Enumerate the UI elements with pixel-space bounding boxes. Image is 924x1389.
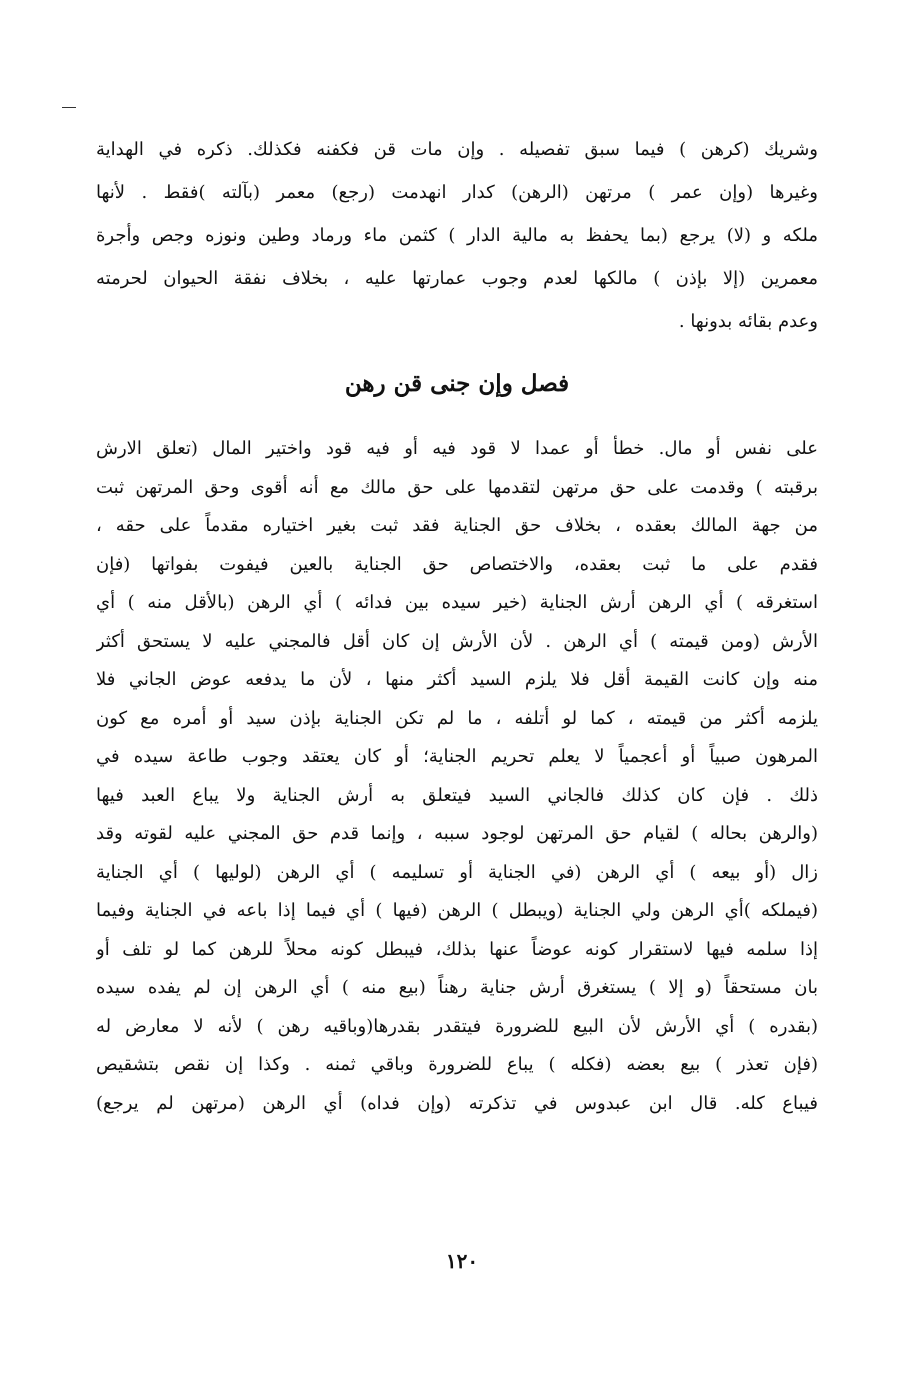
page-number: ١٢٠ bbox=[445, 1249, 479, 1273]
text-line: منه وإن كانت القيمة أقل فلا يلزم السيد أكثر منها ، لأن ما يدفعه عوض الجاني فلا bbox=[96, 669, 818, 690]
margin-mark bbox=[62, 107, 76, 108]
text-line: فقدم على ما ثبت بعقده، والاختصاص حق الجناية بالعين فيفوت بفواتها (فإن bbox=[96, 553, 818, 575]
text-line: (والرهن بحاله ) لقيام حق المرتهن لوجود سببه ، وإنما قدم حق المجني عليه لقوته وقد bbox=[96, 823, 818, 844]
text-line: وشريك (كرهن ) فيما سبق تفصيله . وإن مات قن فكفنه فكذلك. ذكره في الهداية bbox=[96, 139, 818, 160]
text-line: (فيملكه )أي الرهن ولي الجناية (ويبطل ) الرهن (فيها ) أي فيما إذا باعه في الجناية وفيما bbox=[96, 900, 818, 921]
text-line: (بقدره ) أي الأرش لأن البيع للضرورة فيتقدر بقدرها(وباقيه رهن ) لأنه لا معارض له bbox=[96, 1015, 818, 1037]
text-line: وعدم بقائه بدونها . bbox=[678, 311, 818, 332]
text-line: زال (أو بيعه ) أي الرهن (في الجناية أو تسليمه ) أي الرهن (لوليها ) أي الجناية bbox=[96, 861, 818, 883]
text-line: ذلك . فإن كان كذلك فالجاني السيد فيتعلق به أرش الجناية ولا يباع العبد فيها bbox=[96, 784, 818, 806]
text-line: معمرين (إلا بإذن ) مالكها لعدم وجوب عمارتها عليه ، بخلاف نفقة الحيوان لحرمته bbox=[96, 268, 818, 289]
text-line: يلزمه أكثر من قيمته ، كما لو أتلفه ، ما لم تكن الجناية بإذن سيد أو أمره مع كون bbox=[96, 707, 818, 729]
text-line: من جهة المالك بعقده ، بخلاف حق الجناية فقد ثبت بغير اختياره مقدماً على حقه ، bbox=[96, 515, 818, 536]
text-line: الأرش (ومن قيمته ) أي الرهن . لأن الأرش إن كان أقل فالمجني عليه لا يستحق أكثر bbox=[96, 630, 818, 652]
text-line: المرهون صبياً أو أعجمياً لا يعلم تحريم الجناية؛ أو كان يعتقد وجوب طاعة سيده في bbox=[96, 746, 818, 767]
intro-paragraph bbox=[96, 128, 818, 343]
text-line: ملكه و (لا) يرجع (بما يحفظ به مالية الدار ) كثمن ماء ورماد وطين ونوزه وجص وأجرة bbox=[96, 225, 818, 246]
text-line: برقبته ) وقدمت على حق مرتهن لتقدمها على حق مالك مع أنه أقوى وحق المرتهن ثبت bbox=[96, 476, 818, 498]
text-line: (فإن تعذر ) بيع بعضه (فكله ) يباع للضرورة وباقي ثمنه . وكذا إن نقص بتشقيص bbox=[96, 1054, 818, 1075]
text-line: إذا سلمه فيها لاستقرار كونه عوضاً عنها بذلك، فيبطل كونه محلاً للرهن كما لو تلف أو bbox=[96, 938, 818, 960]
text-line: فيباع كله. قال ابن عبدوس في تذكرته (وإن فداه) أي الرهن (مرتهن لم يرجع) bbox=[96, 1092, 818, 1114]
text-line: على نفس أو مال. خطأ أو عمدا لا قود فيه أو فيه قود واختير المال (تعلق الارش bbox=[96, 438, 818, 459]
text-line: وغيرها (وإن عمر ) مرتهن (الرهن) كدار انهدمت (رجع) معمر (بآلته )فقط . لأنها bbox=[96, 182, 818, 203]
text-line: استغرقه ) أي الرهن أرش الجناية (خير سيده بين فدائه ) أي الرهن (بالأقل منه ) أي bbox=[96, 592, 818, 613]
section-heading: فصل وإن جنى قن رهن bbox=[344, 370, 570, 397]
text-line: بان مستحقاً (و إلا ) يستغرق أرش جناية رهناً (بيع منه ) أي الرهن إن لم يفده سيده bbox=[96, 977, 818, 998]
body-paragraph bbox=[96, 430, 818, 1123]
